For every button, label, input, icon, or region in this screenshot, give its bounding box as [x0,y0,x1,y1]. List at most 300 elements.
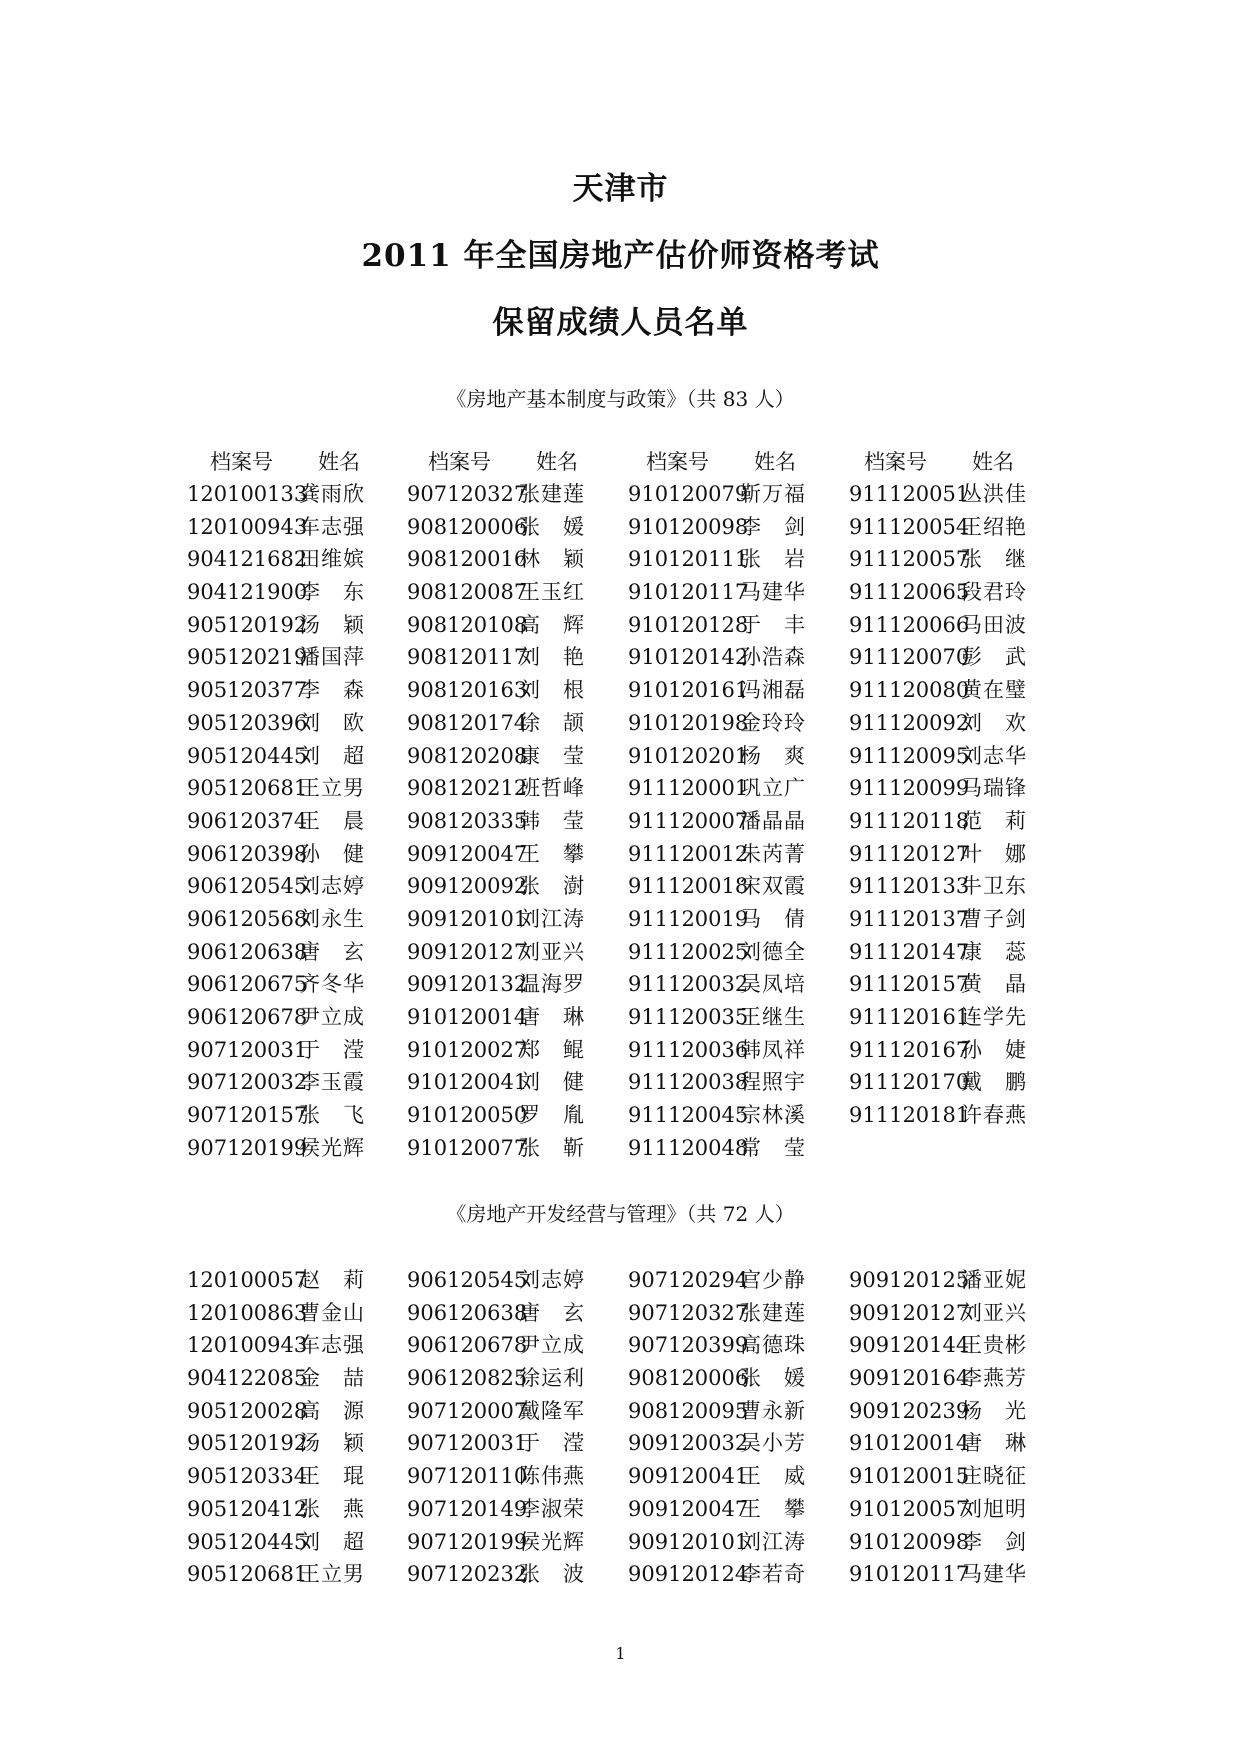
person-name: 杨 爽 [740,743,806,768]
person-name: 刘旭明 [961,1496,1027,1521]
file-number: 911120057 [849,547,970,572]
person-name: 王立男 [299,776,365,801]
file-number: 904121900 [187,580,308,605]
roster-row [849,1066,1041,1099]
person-name: 汤 颖 [299,1431,365,1456]
file-number: 910120128 [628,612,749,637]
roster-row [187,707,379,740]
person-name: 龚雨欣 [299,482,365,506]
person-name: 王 攀 [519,841,585,866]
roster-row [849,707,1041,740]
roster-row [407,1427,599,1460]
person-name: 汤 颖 [299,612,365,637]
roster-row [849,1493,1041,1526]
file-number: 911120012 [628,841,749,866]
person-name: 唐 琳 [961,1431,1027,1456]
person-name: 于 滢 [299,1037,365,1062]
roster-row [187,1001,379,1034]
person-name: 高 辉 [519,612,585,637]
file-number: 906120545 [187,874,308,899]
file-number: 909120132 [407,972,528,997]
file-number: 911120065 [849,580,970,605]
roster-row [849,1001,1041,1034]
person-name: 车志强 [299,1333,365,1358]
person-name: 刘德全 [740,939,806,964]
file-number: 910120027 [407,1037,528,1062]
roster-row [407,609,599,642]
document-title-line-1: 天津市 [572,171,669,207]
roster-row [628,707,820,740]
person-name: 韩 莹 [519,808,585,833]
file-number: 911120167 [849,1037,970,1062]
file-number: 909120047 [407,841,528,866]
person-name: 李玉霞 [299,1070,365,1095]
roster-row [849,674,1041,707]
person-name: 刘 超 [299,743,365,768]
person-name: 孙浩森 [740,645,806,670]
roster-row [407,1493,599,1526]
person-name: 刘亚兴 [519,939,585,964]
file-number: 910120014 [849,1431,970,1456]
person-name: 刘志华 [961,743,1027,768]
roster-row [628,478,820,511]
roster-row [407,1034,599,1067]
person-name: 班哲峰 [519,776,585,801]
file-number: 909120144 [849,1333,970,1358]
person-name: 徐运利 [519,1366,585,1391]
roster-column [187,478,379,1164]
file-number: 908120006 [407,514,528,539]
roster-row [187,870,379,903]
roster-row [628,1427,820,1460]
roster-row [187,1132,379,1165]
roster-row [187,838,379,871]
file-number: 911120036 [628,1037,749,1062]
roster-row [407,805,599,838]
roster-row [407,1066,599,1099]
file-number: 911120133 [849,874,970,899]
roster-row [407,838,599,871]
roster-row [187,1493,379,1526]
file-number: 906120678 [407,1333,528,1358]
file-number: 908120163 [407,678,528,703]
person-name: 金 喆 [299,1366,365,1391]
roster-row [628,511,820,544]
roster-row [187,1526,379,1559]
file-number: 911120161 [849,1005,970,1029]
file-number: 907120157 [187,1103,308,1128]
file-number: 911120054 [849,514,970,539]
roster-row [187,1329,379,1362]
roster-row [628,1493,820,1526]
file-number: 907120327 [628,1300,749,1325]
person-name: 段君玲 [961,580,1027,605]
file-number: 906120825 [407,1366,528,1391]
roster-row [187,1066,379,1099]
file-number: 911120038 [628,1070,749,1095]
roster-row [407,1362,599,1395]
person-name: 张 波 [519,1562,585,1587]
file-number: 120100133 [187,482,308,506]
roster-row [628,1001,820,1034]
file-number: 910120050 [407,1103,528,1128]
roster-row [849,936,1041,969]
file-number: 906120545 [407,1268,528,1292]
person-name: 刘 根 [519,678,585,703]
person-name: 马建华 [740,580,806,605]
person-name: 刘 欢 [961,710,1027,735]
file-number: 911120032 [628,972,749,997]
person-name: 马瑞锋 [961,776,1027,801]
file-number: 910120117 [628,580,749,605]
roster-row [407,674,599,707]
file-number: 910120201 [628,743,749,768]
roster-row [407,478,599,511]
roster-row [849,609,1041,642]
file-number: 910120015 [849,1464,970,1489]
person-name: 李若奇 [740,1562,806,1587]
file-number: 906120398 [187,841,308,866]
roster-row [849,1034,1041,1067]
roster-row [849,1395,1041,1428]
roster-row [628,838,820,871]
person-name: 叶 娜 [961,841,1027,866]
roster-row [187,674,379,707]
roster-column [628,478,820,1164]
document-title-line-3: 保留成绩人员名单 [492,305,749,341]
file-number: 910120142 [628,645,749,670]
person-name: 康 蕊 [961,939,1027,964]
person-name: 潘晶晶 [740,808,806,833]
file-number: 907120199 [187,1135,308,1160]
file-number: 909120125 [849,1268,970,1292]
file-number: 905120192 [187,1431,308,1456]
roster-row [187,1362,379,1395]
roster-row [849,838,1041,871]
roster-column [849,478,1041,1132]
roster-row [407,1297,599,1330]
header-name-1: 姓名 [318,450,360,474]
person-name: 王继生 [740,1005,806,1029]
person-name: 张 继 [961,547,1027,572]
person-name: 张 燕 [299,1496,365,1521]
person-name: 王 琨 [299,1464,365,1489]
person-name: 王 攀 [740,1496,806,1521]
file-number: 910120098 [628,514,749,539]
roster-row [628,805,820,838]
file-number: 911120137 [849,906,970,931]
roster-row [628,576,820,609]
roster-row [628,740,820,773]
roster-row [849,478,1041,511]
roster-row [849,772,1041,805]
file-number: 905120396 [187,710,308,735]
roster-row [628,1034,820,1067]
header-name-2: 姓名 [536,450,578,474]
roster-row [628,1526,820,1559]
person-name: 李燕芳 [961,1366,1027,1391]
person-name: 戴 鹏 [961,1070,1027,1095]
roster-row [187,903,379,936]
roster-row [187,740,379,773]
file-number: 911120018 [628,874,749,899]
file-number: 910120198 [628,710,749,735]
file-number: 908120208 [407,743,528,768]
file-number: 911120045 [628,1103,749,1128]
roster-row [849,511,1041,544]
file-number: 907120149 [407,1496,528,1521]
person-name: 张 澍 [519,874,585,899]
person-name: 宫少静 [740,1268,806,1292]
person-name: 张建莲 [740,1300,806,1325]
person-name: 于 丰 [740,612,806,637]
file-number: 905120334 [187,1464,308,1489]
file-number: 907120232 [407,1562,528,1587]
person-name: 曹金山 [299,1300,365,1325]
person-name: 丛洪佳 [961,482,1027,506]
person-name: 林 颖 [519,547,585,572]
person-name: 吴小芳 [740,1431,806,1456]
person-name: 刘志婷 [299,874,365,899]
roster-row [407,641,599,674]
file-number: 906120374 [187,808,308,833]
roster-row [628,1099,820,1132]
roster-row [849,576,1041,609]
file-number: 120100943 [187,1333,308,1358]
person-name: 侯光辉 [519,1529,585,1554]
file-number: 904122085 [187,1366,308,1391]
column-header-row [0,446,1241,478]
person-name: 刘 超 [299,1529,365,1554]
roster-row [407,903,599,936]
roster-row [407,870,599,903]
file-number: 909120164 [849,1366,970,1391]
person-name: 潘国萍 [299,645,365,670]
person-name: 侯光辉 [299,1135,365,1160]
person-name: 张 岩 [740,547,806,572]
person-name: 朱芮菁 [740,841,806,866]
file-number: 905120028 [187,1398,308,1423]
person-name: 黄 晶 [961,972,1027,997]
person-name: 曹永新 [740,1398,806,1423]
file-number: 905120445 [187,743,308,768]
section-2-title: 《房地产开发经营与管理》（共 72 人） [446,1202,795,1226]
person-name: 高德珠 [740,1333,806,1358]
file-number: 911120007 [628,808,749,833]
file-number: 911120181 [849,1103,970,1128]
person-name: 刘亚兴 [961,1300,1027,1325]
roster-row [849,1329,1041,1362]
person-name: 温海罗 [519,972,585,997]
roster-row [628,903,820,936]
person-name: 杨 光 [961,1398,1027,1423]
section-1-title: 《房地产基本制度与政策》（共 83 人） [446,387,795,411]
person-name: 高 源 [299,1398,365,1423]
roster-row [628,674,820,707]
roster-row [849,740,1041,773]
roster-row [187,609,379,642]
roster-row [187,576,379,609]
person-name: 尹立成 [299,1005,365,1029]
roster-row [628,543,820,576]
file-number: 908120174 [407,710,528,735]
person-name: 李 森 [299,678,365,703]
file-number: 909120124 [628,1562,749,1587]
file-number: 906120638 [407,1300,528,1325]
person-name: 刘江涛 [519,906,585,931]
roster-row [407,707,599,740]
file-number: 911120025 [628,939,749,964]
header-id-1: 档案号 [210,450,273,474]
roster-row [407,1001,599,1034]
person-name: 金玲玲 [740,710,806,735]
file-number: 905120377 [187,678,308,703]
file-number: 905120681 [187,1562,308,1587]
roster-row [407,772,599,805]
roster-row [628,1132,820,1165]
roster-row [628,1264,820,1297]
roster-column [407,478,599,1164]
document-title-line-2: 2011 年全国房地产估价师资格考试 [361,238,880,274]
person-name: 王 威 [740,1464,806,1489]
roster-row [187,1395,379,1428]
person-name: 唐 玄 [519,1300,585,1325]
person-name: 范 莉 [961,808,1027,833]
roster-row [407,1132,599,1165]
person-name: 吴凤培 [740,972,806,997]
roster-row [849,1264,1041,1297]
file-number: 908120016 [407,547,528,572]
file-number: 906120678 [187,1005,308,1029]
person-name: 李 东 [299,580,365,605]
person-name: 刘 艳 [519,645,585,670]
file-number: 910120111 [628,547,749,572]
file-number: 911120051 [849,482,970,506]
person-name: 冯湘磊 [740,678,806,703]
person-name: 李淑荣 [519,1496,585,1521]
roster-column [407,1264,599,1591]
file-number: 906120568 [187,906,308,931]
person-name: 郑 鲲 [519,1037,585,1062]
file-number: 905120412 [187,1496,308,1521]
person-name: 刘志婷 [519,1268,585,1292]
roster-row [407,1395,599,1428]
person-name: 曹子剑 [961,906,1027,931]
person-name: 程照宇 [740,1070,806,1095]
roster-row [849,805,1041,838]
file-number: 909120092 [407,874,528,899]
roster-row [187,478,379,511]
person-name: 王立男 [299,1562,365,1587]
person-name: 张 媛 [519,514,585,539]
header-id-3: 档案号 [646,450,709,474]
header-name-4: 姓名 [972,450,1014,474]
roster-row [849,1362,1041,1395]
person-name: 马田波 [961,612,1027,637]
roster-row [407,1558,599,1591]
file-number: 120100057 [187,1268,308,1292]
file-number: 908120006 [628,1366,749,1391]
file-number: 907120399 [628,1333,749,1358]
person-name: 常 莹 [740,1135,806,1160]
file-number: 911120001 [628,776,749,801]
roster-row [849,543,1041,576]
roster-row [187,1297,379,1330]
roster-row [628,968,820,1001]
person-name: 许春燕 [961,1103,1027,1128]
roster-row [187,511,379,544]
file-number: 911120095 [849,743,970,768]
roster-row [849,968,1041,1001]
file-number: 907120199 [407,1529,528,1554]
roster-row [187,1460,379,1493]
person-name: 宋双霞 [740,874,806,899]
roster-row [407,1526,599,1559]
roster-row [849,1297,1041,1330]
person-name: 庄晓征 [961,1464,1027,1489]
roster-row [849,870,1041,903]
file-number: 910120014 [407,1005,528,1029]
person-name: 李 剑 [961,1529,1027,1554]
roster-row [628,1066,820,1099]
person-name: 马建华 [961,1562,1027,1587]
roster-row [849,903,1041,936]
file-number: 120100943 [187,514,308,539]
person-name: 刘 健 [519,1070,585,1095]
roster-row [187,805,379,838]
file-number: 909120047 [628,1496,749,1521]
person-name: 张 靳 [519,1135,585,1160]
roster-row [407,1329,599,1362]
file-number: 911120092 [849,710,970,735]
roster-row [407,1099,599,1132]
file-number: 910120117 [849,1562,970,1587]
roster-row [187,1427,379,1460]
person-name: 连学先 [961,1005,1027,1029]
file-number: 911120147 [849,939,970,964]
person-name: 黄在璧 [961,678,1027,703]
file-number: 910120077 [407,1135,528,1160]
person-name: 刘永生 [299,906,365,931]
person-name: 牛卫东 [961,874,1027,899]
file-number: 911120080 [849,678,970,703]
roster-row [849,641,1041,674]
file-number: 908120095 [628,1398,749,1423]
file-number: 911120118 [849,808,970,833]
file-number: 904121682 [187,547,308,572]
person-name: 罗 胤 [519,1103,585,1128]
roster-row [849,1558,1041,1591]
file-number: 905120445 [187,1529,308,1554]
roster-column [187,1264,379,1591]
person-name: 王玉红 [519,580,585,605]
roster-row [849,1460,1041,1493]
roster-row [628,1329,820,1362]
file-number: 911120170 [849,1070,970,1095]
file-number: 908120335 [407,808,528,833]
file-number: 907120007 [407,1398,528,1423]
file-number: 910120161 [628,678,749,703]
file-number: 909120239 [849,1398,970,1423]
roster-row [407,740,599,773]
file-number: 910120057 [849,1496,970,1521]
file-number: 911120157 [849,972,970,997]
roster-row [187,1099,379,1132]
roster-row [628,641,820,674]
roster-row [849,1526,1041,1559]
person-name: 王绍艳 [961,514,1027,539]
file-number: 910120079 [628,482,749,506]
